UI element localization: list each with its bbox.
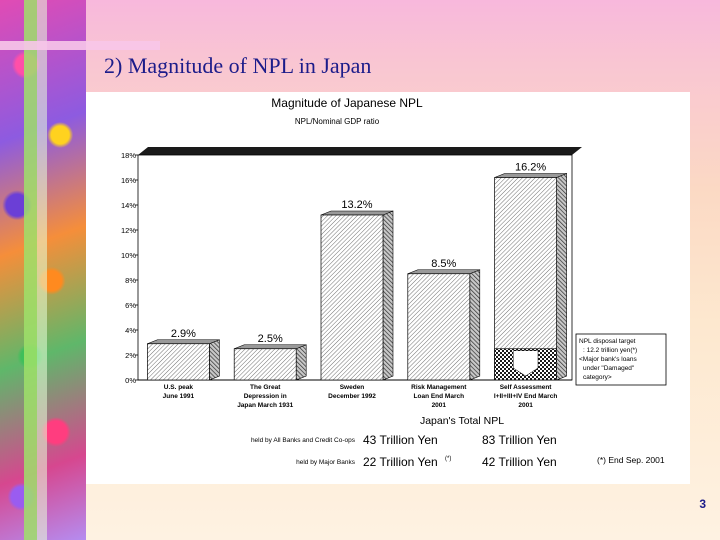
x-tick-label: Sweden [339, 384, 365, 391]
annotation-line: <Major bank's loans [579, 356, 637, 363]
page-number: 3 [699, 497, 706, 511]
y-tick-label: 12% [120, 226, 136, 235]
y-tick-label: 6% [125, 301, 136, 310]
y-tick-label: 16% [120, 176, 136, 185]
x-tick-label: Loan End March [413, 393, 465, 400]
chart-subtitle: NPL/Nominal GDP ratio [294, 117, 380, 126]
x-tick-label: The Great [250, 384, 281, 391]
bar-top [495, 174, 567, 178]
bar [321, 199, 393, 380]
bar-side [557, 174, 567, 381]
bar-top [408, 270, 480, 274]
bar-front [147, 344, 209, 380]
x-tick-label: 2001 [431, 402, 447, 409]
y-tick-label: 8% [125, 276, 136, 285]
bar [408, 258, 480, 380]
y-tick-label: 0% [125, 376, 136, 385]
npl-disposal-annotation [576, 334, 666, 385]
bar-side [470, 270, 480, 380]
y-tick-label: 2% [125, 351, 136, 360]
bar-value-label: 2.9% [170, 327, 196, 340]
y-axis [121, 151, 138, 385]
annotation-line: under "Damaged" [583, 365, 635, 372]
back-wall-top [138, 147, 582, 155]
bar-value-label: 2.5% [257, 332, 283, 345]
bar-front [408, 274, 470, 380]
x-tick-label: Japan March 1931 [237, 402, 294, 409]
x-tick-label: Self Assessment [499, 384, 552, 391]
x-tick-label: 2001 [518, 402, 533, 409]
bar-side [296, 345, 306, 380]
bar-value-label: 13.2% [341, 199, 373, 211]
table-cell: 83 Trillion Yen [482, 433, 557, 447]
npl-table [251, 415, 665, 469]
bar-top [147, 340, 219, 344]
bar-front [234, 349, 296, 380]
table-title: Japan's Total NPL [419, 415, 505, 427]
table-cell: 42 Trillion Yen [482, 455, 557, 469]
table-cell-mark: (*) [445, 456, 452, 462]
bar-side [383, 211, 393, 380]
bar-top [234, 345, 306, 349]
x-tick-label: June 1991 [162, 393, 195, 400]
bar [495, 162, 567, 381]
bar-side [209, 340, 219, 380]
table-cell: 22 Trillion Yen [363, 455, 438, 469]
bar-front [321, 215, 383, 380]
npl-chart [86, 92, 690, 484]
annotation-line: : 12.2 trillion yen(*) [583, 347, 638, 354]
y-tick-label: 4% [125, 326, 136, 335]
y-tick-label: 14% [120, 201, 136, 210]
table-row-label: held by All Banks and Credit Co-ops [250, 437, 355, 444]
table-row-label: held by Major Banks [296, 459, 355, 466]
table-footnote: (*) End Sep. 2001 [597, 455, 665, 465]
decorative-pink-bar [0, 41, 160, 50]
bar-value-label: 16.2% [514, 161, 547, 174]
chart-title: Magnitude of Japanese NPL [271, 96, 423, 110]
bar-top [321, 211, 393, 215]
x-axis-labels [163, 384, 558, 409]
x-tick-label: Depression in [243, 393, 287, 400]
x-tick-label: U.S. peak [163, 384, 194, 391]
x-tick-label: December 1992 [328, 393, 376, 400]
chart-panel [86, 92, 690, 484]
slide-title: 2) Magnitude of NPL in Japan [104, 53, 372, 78]
y-tick-label: 10% [120, 251, 136, 260]
x-tick-label: I+II+III+IV End March [493, 393, 558, 400]
table-cell: 43 Trillion Yen [363, 433, 438, 447]
x-tick-label: Risk Management [411, 384, 467, 391]
decorative-green-bar [24, 0, 37, 540]
bar-value-label: 8.5% [431, 257, 457, 270]
annotation-line: category> [583, 374, 612, 381]
y-tick-label: 18% [120, 151, 136, 160]
annotation-line: NPL disposal target [579, 338, 636, 345]
decorative-light-bar [37, 0, 47, 540]
